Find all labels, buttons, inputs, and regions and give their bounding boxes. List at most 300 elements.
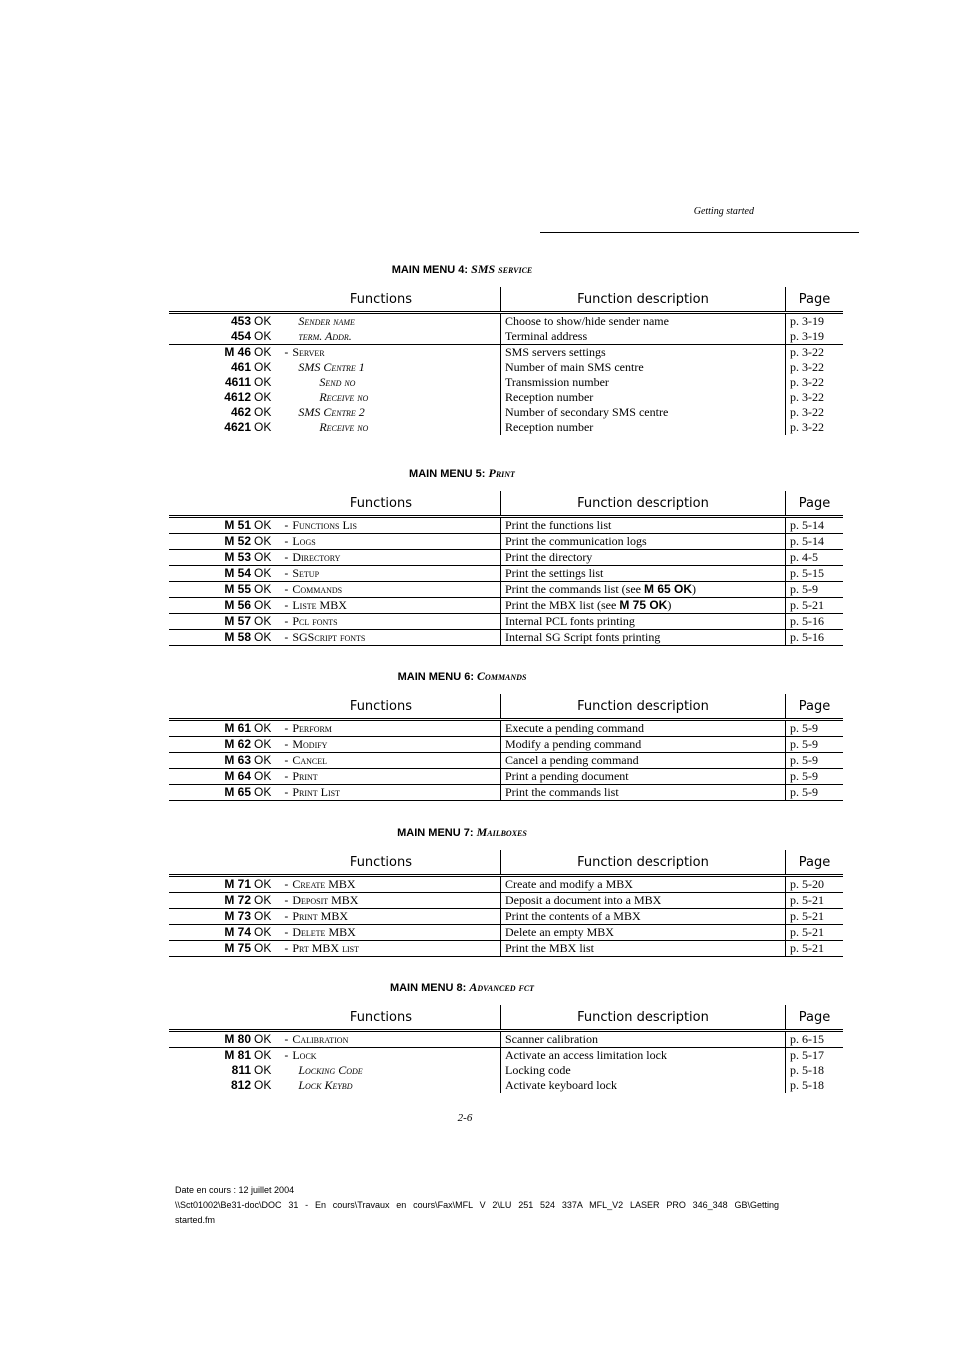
function-cell [169, 405, 501, 420]
table-row [169, 893, 843, 909]
function-code: 453 [230, 314, 251, 328]
description-text: Choose to show/hide sender name [505, 314, 669, 328]
running-head: Getting started [693, 206, 754, 217]
col-functions: Functions [169, 1005, 501, 1031]
page-ref: p. 3-19 [786, 313, 844, 330]
function-code: M 58 [224, 630, 251, 644]
function-code: M 80 [224, 1032, 251, 1046]
menu-title-subject: Advanced fct [469, 980, 535, 994]
description-cell [501, 566, 786, 582]
description-text: Internal PCL fonts printing [505, 614, 635, 628]
table-row [169, 1078, 843, 1093]
description-tail: ) [692, 582, 696, 596]
table-row [169, 769, 843, 785]
function-name: Print [292, 769, 318, 783]
function-cell [169, 720, 501, 737]
col-page: Page [786, 287, 844, 313]
description-tail: ) [667, 598, 672, 612]
function-name: Cancel [292, 753, 328, 767]
ok-key: OK [254, 420, 272, 434]
page-ref: p. 5-20 [786, 876, 844, 893]
function-cell [169, 598, 501, 614]
function-cell [169, 876, 501, 893]
function-cell [169, 614, 501, 630]
description-text: Cancel a pending command [505, 753, 639, 767]
page-number: 2-6 [457, 1112, 473, 1124]
function-code: 4611 [224, 375, 251, 389]
dash-marker: - [284, 345, 289, 359]
col-functions: Functions [169, 694, 501, 720]
function-name: Lock [292, 1048, 317, 1062]
function-code: 812 [230, 1078, 251, 1092]
page-ref: p. 5-21 [786, 925, 844, 941]
page-ref: p. 5-15 [786, 566, 844, 582]
ok-key: OK [254, 405, 272, 419]
table-row [169, 630, 843, 646]
ok-key: OK [254, 893, 272, 907]
page-ref: p. 4-5 [786, 550, 844, 566]
description-cell [501, 925, 786, 941]
function-cell [169, 1078, 501, 1093]
function-code: M 64 [224, 769, 251, 783]
table-row [169, 598, 843, 614]
description-cell [501, 582, 786, 598]
dash-marker: - [284, 598, 289, 612]
description-text: Print the communication logs [505, 534, 647, 548]
ok-key: OK [254, 1032, 272, 1046]
description-cell [501, 876, 786, 893]
table-row [169, 737, 843, 753]
description-text: Reception number [505, 420, 594, 434]
col-functions: Functions [169, 491, 501, 517]
description-cell [501, 390, 786, 405]
table-row [169, 313, 843, 330]
function-code: 462 [230, 405, 251, 419]
description-cell [501, 720, 786, 737]
footer [175, 1183, 779, 1228]
function-code: M 72 [224, 893, 251, 907]
dash-marker: - [284, 877, 289, 891]
table-row [169, 375, 843, 390]
function-code: 811 [231, 1063, 251, 1077]
function-name: Liste MBX [292, 598, 347, 612]
table-row [169, 720, 843, 737]
description-cell [501, 737, 786, 753]
page-ref: p. 6-15 [786, 1031, 844, 1048]
description-text: SMS servers settings [505, 345, 606, 359]
ok-key: OK [254, 769, 272, 783]
description-text: Activate keyboard lock [505, 1078, 617, 1092]
function-cell [169, 375, 501, 390]
menu-title-label: MAIN MENU 6: [397, 671, 474, 683]
description-cell [501, 630, 786, 646]
description-cell [501, 345, 786, 361]
menu-table [169, 287, 843, 435]
description-cell [501, 534, 786, 550]
menu-title-label: MAIN MENU 8: [389, 982, 467, 994]
description-text: Print the contents of a MBX [505, 909, 641, 923]
table-row [169, 582, 843, 598]
page-ref: p. 5-21 [786, 893, 844, 909]
function-cell [169, 941, 501, 957]
description-cell [501, 785, 786, 801]
ok-key: OK [254, 753, 272, 767]
ok-key: OK [254, 534, 272, 548]
description-text: Execute a pending command [505, 721, 644, 735]
function-name: Print List [292, 785, 341, 799]
ok-key: OK [254, 941, 272, 955]
function-name: Lock Keybd [298, 1078, 353, 1092]
page-ref: p. 5-9 [786, 753, 844, 769]
function-name: Print MBX [292, 909, 349, 923]
table-row [169, 329, 843, 345]
menu-table [169, 1005, 843, 1093]
function-name: Send no [319, 375, 356, 389]
menu-title [169, 466, 755, 481]
description-text: Activate an access limitation lock [505, 1048, 667, 1062]
page-ref: p. 5-9 [786, 785, 844, 801]
function-cell [169, 785, 501, 801]
function-name: Directory [292, 550, 341, 564]
footer-path: \\Sct01002\Be31-doc\DOC 31 - En cours\Travaux en cours\Fax\MFL V 2\LU 251 524 337A MFL_V2 LASER PRO 346_348 GB\Getting [175, 1200, 779, 1210]
header-row [169, 287, 843, 313]
function-cell [169, 909, 501, 925]
description-cell [501, 614, 786, 630]
function-cell [169, 534, 501, 550]
menu-title-subject: Print [488, 466, 515, 480]
page-ref: p. 5-16 [786, 630, 844, 646]
description-cell [501, 1063, 786, 1078]
description-ref: M 75 OK [619, 598, 668, 612]
function-cell [169, 582, 501, 598]
function-name: SGScript fonts [292, 630, 366, 644]
description-cell [501, 360, 786, 375]
description-cell [501, 893, 786, 909]
description-cell [501, 598, 786, 614]
table-row [169, 420, 843, 435]
ok-key: OK [254, 518, 272, 532]
page-ref: p. 5-9 [786, 720, 844, 737]
dash-marker: - [284, 518, 289, 532]
description-text: Transmission number [505, 375, 609, 389]
table-row [169, 534, 843, 550]
ok-key: OK [254, 630, 272, 644]
ok-key: OK [254, 909, 272, 923]
function-code: M 65 [224, 785, 251, 799]
page-ref: p. 3-22 [786, 405, 844, 420]
function-name: Setup [292, 566, 320, 580]
description-text: Print the MBX list (see [505, 598, 620, 612]
function-name: Locking Code [298, 1063, 363, 1077]
function-name: SMS Centre 2 [298, 405, 365, 419]
description-text: Deposit a document into a MBX [505, 893, 662, 907]
menu-title-subject: Commands [477, 669, 527, 683]
function-cell [169, 893, 501, 909]
ok-key: OK [254, 329, 272, 343]
description-text: Scanner calibration [505, 1032, 598, 1046]
ok-key: OK [254, 566, 272, 580]
ok-key: OK [254, 1078, 272, 1092]
table-row [169, 345, 843, 361]
dash-marker: - [284, 721, 289, 735]
description-cell [501, 517, 786, 534]
menu-title [169, 669, 755, 684]
menu-title-label: MAIN MENU 5: [409, 468, 486, 480]
function-cell [169, 630, 501, 646]
table-row [169, 360, 843, 375]
description-text: Print the settings list [505, 566, 604, 580]
function-name: Pcl fonts [292, 614, 338, 628]
function-code: M 62 [224, 737, 251, 751]
function-code: M 56 [224, 598, 251, 612]
col-page: Page [786, 850, 844, 876]
col-description: Function description [501, 1005, 786, 1031]
table-row [169, 925, 843, 941]
page-ref: p. 5-21 [786, 909, 844, 925]
function-name: Functions Lis [292, 518, 357, 532]
col-functions: Functions [169, 850, 501, 876]
function-name: Delete MBX [292, 925, 356, 939]
function-cell [169, 420, 501, 435]
dash-marker: - [284, 566, 289, 580]
dash-marker: - [284, 550, 289, 564]
menu-table [169, 850, 843, 957]
function-code: M 75 [224, 941, 251, 955]
function-cell [169, 390, 501, 405]
description-text: Delete an empty MBX [505, 925, 614, 939]
menu-title-subject: Mailboxes [476, 825, 527, 839]
function-code: M 63 [224, 753, 251, 767]
function-code: M 55 [224, 582, 251, 596]
table-row [169, 876, 843, 893]
page-ref: p. 5-14 [786, 534, 844, 550]
function-name: Server [292, 345, 325, 359]
page-ref: p. 5-17 [786, 1048, 844, 1064]
col-description: Function description [501, 287, 786, 313]
function-cell [169, 329, 501, 345]
function-cell [169, 345, 501, 361]
description-cell [501, 313, 786, 330]
page-ref: p. 3-22 [786, 345, 844, 361]
dash-marker: - [284, 582, 289, 596]
menu-title-label: MAIN MENU 4: [391, 264, 469, 276]
function-code: 4621 [224, 420, 251, 434]
col-description: Function description [501, 491, 786, 517]
description-cell [501, 1031, 786, 1048]
description-cell [501, 329, 786, 345]
ok-key: OK [254, 345, 272, 359]
description-ref: M 65 OK [643, 582, 692, 596]
menu-title-subject: SMS service [471, 262, 533, 276]
ok-key: OK [254, 614, 272, 628]
menu-title [169, 262, 755, 277]
description-text: Print the commands list (see [505, 582, 644, 596]
function-cell [169, 517, 501, 534]
table-row [169, 390, 843, 405]
description-text: Print the commands list [505, 785, 619, 799]
function-code: M 51 [224, 518, 251, 532]
menu-title-label: MAIN MENU 7: [397, 827, 474, 839]
description-cell [501, 1078, 786, 1093]
function-code: 461 [230, 360, 251, 374]
dash-marker: - [284, 1048, 289, 1062]
function-code: M 74 [224, 925, 251, 939]
dash-marker: - [284, 534, 289, 548]
col-page: Page [786, 491, 844, 517]
footer-path-tail: started.fm [175, 1215, 216, 1225]
page-ref: p. 5-9 [786, 737, 844, 753]
dash-marker: - [284, 769, 289, 783]
ok-key: OK [254, 582, 272, 596]
menu-table [169, 491, 843, 646]
dash-marker: - [284, 630, 289, 644]
description-cell [501, 420, 786, 435]
function-code: M 54 [224, 566, 251, 580]
description-cell [501, 1048, 786, 1064]
description-text: Terminal address [505, 329, 588, 343]
function-name: Calibration [292, 1032, 349, 1046]
page-ref: p. 5-18 [786, 1063, 844, 1078]
function-name: Create MBX [292, 877, 356, 891]
description-cell [501, 375, 786, 390]
ok-key: OK [254, 390, 272, 404]
function-name: Perform [292, 721, 332, 735]
page-ref: p. 5-16 [786, 614, 844, 630]
description-text: Create and modify a MBX [505, 877, 633, 891]
function-name: Receive no [319, 390, 369, 404]
description-text: Locking code [505, 1063, 571, 1077]
header-row [169, 850, 843, 876]
description-text: Reception number [505, 390, 594, 404]
function-cell [169, 1063, 501, 1078]
col-description: Function description [501, 694, 786, 720]
function-code: M 53 [224, 550, 251, 564]
function-cell [169, 925, 501, 941]
function-name: Deposit MBX [292, 893, 359, 907]
function-cell [169, 1031, 501, 1048]
function-code: M 73 [224, 909, 251, 923]
function-cell [169, 753, 501, 769]
table-row [169, 785, 843, 801]
dash-marker: - [284, 753, 289, 767]
ok-key: OK [254, 925, 272, 939]
table-row [169, 550, 843, 566]
ok-key: OK [254, 550, 272, 564]
description-text: Print a pending document [505, 769, 629, 783]
header-row [169, 491, 843, 517]
function-code: M 81 [224, 1048, 251, 1062]
table-row [169, 941, 843, 957]
description-text: Number of main SMS centre [505, 360, 644, 374]
function-code: M 52 [224, 534, 251, 548]
dash-marker: - [284, 909, 289, 923]
table-row [169, 1031, 843, 1048]
function-cell [169, 566, 501, 582]
ok-key: OK [254, 1048, 272, 1062]
description-text: Internal SG Script fonts printing [505, 630, 661, 644]
ok-key: OK [254, 598, 272, 612]
function-cell [169, 550, 501, 566]
description-cell [501, 941, 786, 957]
function-name: Commands [292, 582, 343, 596]
menu-title [169, 980, 755, 995]
page-ref: p. 3-22 [786, 390, 844, 405]
footer-date: Date en cours : 12 juillet 2004 [175, 1185, 295, 1195]
header-row [169, 694, 843, 720]
ok-key: OK [254, 721, 272, 735]
table-row [169, 566, 843, 582]
page-ref: p. 5-18 [786, 1078, 844, 1093]
table-row [169, 1063, 843, 1078]
page-ref: p. 5-9 [786, 582, 844, 598]
dash-marker: - [284, 893, 289, 907]
table-row [169, 1048, 843, 1064]
page-ref: p. 5-14 [786, 517, 844, 534]
ok-key: OK [254, 375, 272, 389]
ok-key: OK [254, 877, 272, 891]
dash-marker: - [284, 925, 289, 939]
table-row [169, 753, 843, 769]
description-text: Print the functions list [505, 518, 612, 532]
function-name: SMS Centre 1 [298, 360, 365, 374]
dash-marker: - [284, 785, 289, 799]
description-text: Print the MBX list [505, 941, 595, 955]
dash-marker: - [284, 737, 289, 751]
page-ref: p. 5-21 [786, 598, 844, 614]
dash-marker: - [284, 941, 289, 955]
function-code: 4612 [224, 390, 251, 404]
function-cell [169, 313, 501, 330]
function-cell [169, 1048, 501, 1064]
function-name: Receive no [319, 420, 369, 434]
function-cell [169, 769, 501, 785]
col-description: Function description [501, 850, 786, 876]
function-cell [169, 360, 501, 375]
table-row [169, 909, 843, 925]
page-ref: p. 3-22 [786, 375, 844, 390]
description-cell [501, 550, 786, 566]
description-cell [501, 405, 786, 420]
page-ref: p. 3-22 [786, 360, 844, 375]
function-name: Sender name [298, 314, 355, 328]
ok-key: OK [254, 360, 272, 374]
table-row [169, 405, 843, 420]
ok-key: OK [254, 314, 272, 328]
dash-marker: - [284, 1032, 289, 1046]
page-ref: p. 3-22 [786, 420, 844, 435]
ok-key: OK [254, 737, 272, 751]
description-cell [501, 909, 786, 925]
description-text: Print the directory [505, 550, 593, 564]
table-row [169, 614, 843, 630]
function-name: Prt MBX list [292, 941, 359, 955]
header-row [169, 1005, 843, 1031]
function-cell [169, 737, 501, 753]
page-ref: p. 5-21 [786, 941, 844, 957]
description-text: Number of secondary SMS centre [505, 405, 669, 419]
menu-title [169, 825, 755, 840]
function-name: Logs [292, 534, 316, 548]
col-page: Page [786, 1005, 844, 1031]
header-rule [540, 232, 859, 233]
function-code: M 71 [224, 877, 251, 891]
ok-key: OK [254, 1063, 272, 1077]
col-page: Page [786, 694, 844, 720]
function-code: M 61 [224, 721, 251, 735]
dash-marker: - [284, 614, 289, 628]
col-functions: Functions [169, 287, 501, 313]
function-code: M 57 [224, 614, 251, 628]
